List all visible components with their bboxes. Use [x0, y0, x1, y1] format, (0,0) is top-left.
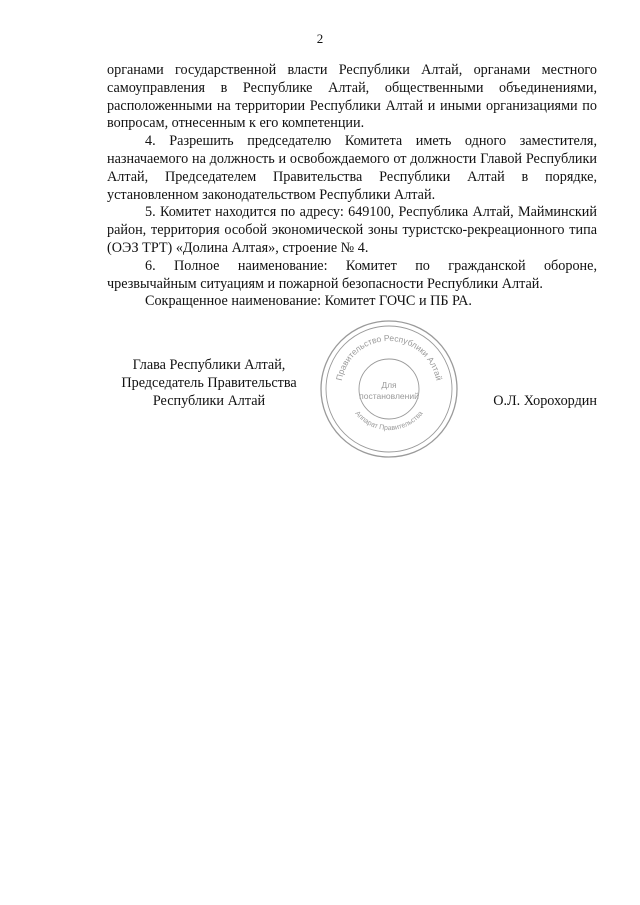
signer-title	[104, 356, 314, 410]
paragraph-4: 6. Полное наименование: Комитет по гражданской обороне, чрезвычайным ситуациям и пожарной безопасности Республики Алтай.	[107, 257, 597, 292]
paragraph-3: 5. Комитет находится по адресу: 649100, Республика Алтай, Майминский район, территория особой экономической зоны туристско-рекреационного типа (ОЭЗ ТРТ) «Долина Алтая», строение № 4.	[107, 204, 597, 256]
signer-title-line-2: Председатель Правительства	[121, 375, 297, 391]
seal-center-line-1: Для	[381, 380, 397, 390]
seal-bottom-text: Аппарат Правительства	[353, 410, 425, 433]
signer-title-line-1: Глава Республики Алтай,	[132, 357, 286, 373]
document-body	[107, 62, 597, 311]
official-seal	[318, 318, 460, 460]
page-number: 2	[316, 31, 324, 46]
paragraph-5: Сокращенное наименование: Комитет ГОЧС и ПБ РА.	[145, 293, 472, 310]
paragraph-1: органами государственной власти Республики Алтай, органами местного самоуправления в Республике Алтай, общественными объединениями, расположенными на территории Республики Алтай и иными организациями по вопросам, отнесенным к его компетенции.	[107, 62, 597, 132]
signer-title-line-3: Республики Алтай	[152, 393, 266, 409]
signer-name: О.Л. Хорохордин	[493, 393, 597, 409]
seal-center-line-2: постановлений	[359, 391, 419, 401]
paragraph-2: 4. Разрешить председателю Комитета иметь одного заместителя, назначаемого на должность и освобождаемого от должности Главой Республики Алтай, Председателем Правительства Республики Алтай в порядке, установленном законодательством Республики Алтай.	[107, 133, 597, 203]
seal-outer-text: Правительство Республики Алтай	[333, 332, 445, 382]
